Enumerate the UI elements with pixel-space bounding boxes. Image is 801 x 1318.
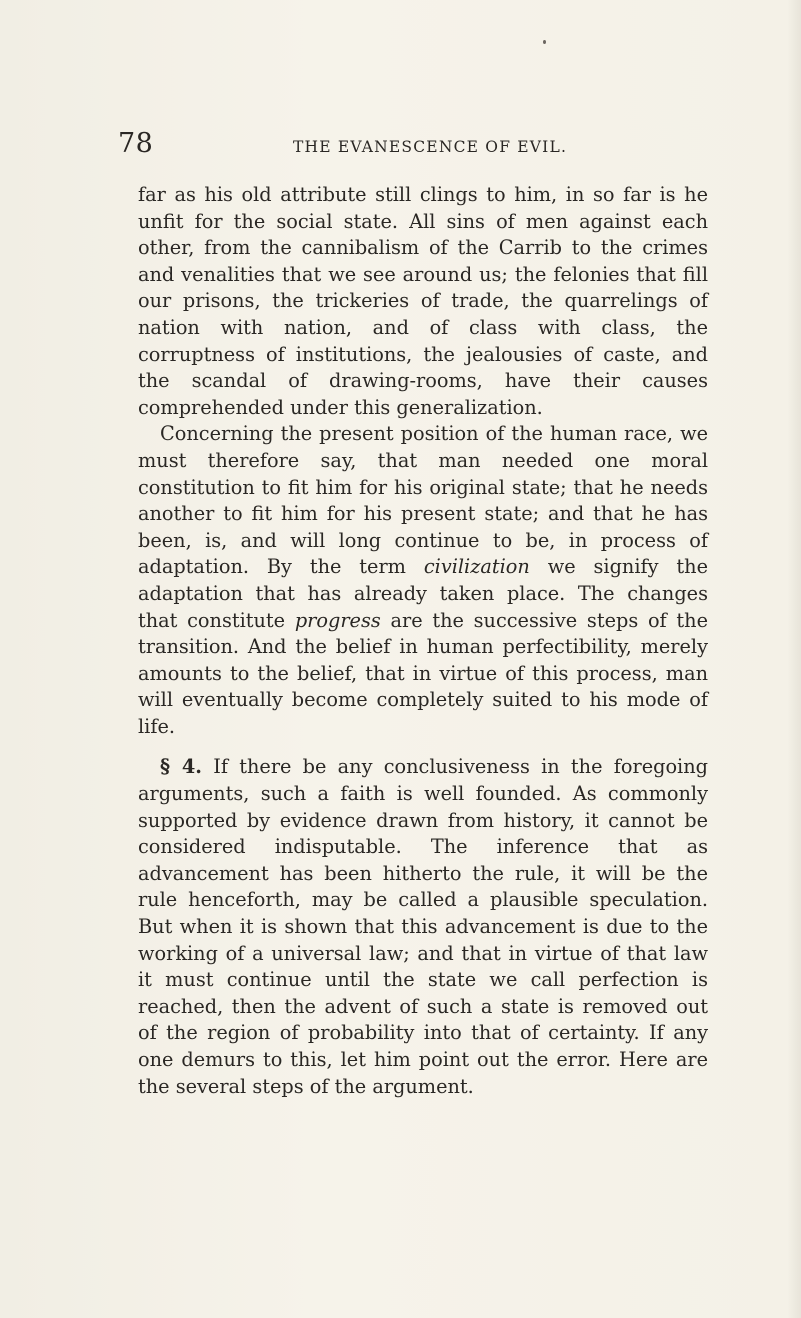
paragraph-2-text-b: we signify the adaptation that has already taken place. The changes that constitute [138, 555, 708, 632]
ink-speck [543, 40, 546, 44]
paragraph-2-text-c: are the successive steps of the transition. And the belief in human perfectibility, merely amounts to the belief, that in virtue of this process, man will eventually become completely suited to his mode of life. [138, 608, 708, 738]
page-body [138, 182, 708, 1100]
running-head: THE EVANESCENCE OF EVIL. [293, 138, 568, 156]
page-edge-shadow [787, 0, 801, 1318]
page-header [118, 128, 708, 168]
section-mark: § 4. [160, 755, 203, 779]
term-civilization: civilization [423, 555, 530, 579]
page-number: 78 [118, 128, 154, 159]
paragraph-2-text-a: Concerning the present position of the human race, we must therefore say, that man needed one moral constitution to fit him for his original state; that he needs another to fit him for his present state; and that he has been, is, and will long continue to be, in process of adaptation. By the term [138, 422, 708, 579]
paragraph-3 [138, 754, 708, 1100]
paragraph-2 [138, 421, 708, 740]
paragraph-3-text: If there be any conclusiveness in the foregoing arguments, such a faith is well founded. As commonly supported by evidence drawn from history, it cannot be considered indisputable. The inference that as advancement has been hitherto the rule, it will be the rule henceforth, may be called a plausible speculation. But when it is shown that this advancement is due to the working of a universal law; and that in virtue of that law it must continue until the state we call perfection is reached, then the advent of such a state is removed out of the region of probability into that of certainty. If any one demurs to this, let him point out the error. Here are the several steps of the argument. [138, 755, 708, 1098]
paragraph-1: far as his old attribute still clings to him, in so far is he unfit for the social state. All sins of men against each other, from the cannibalism of the Carrib to the crimes and venalities that we see around us; the felonies that fill our prisons, the trickeries of trade, the quarrelings of nation with nation, and of class with class, the corruptness of institutions, the jealousies of caste, and the scandal of drawing-rooms, have their causes comprehended under this generalization. [138, 183, 708, 419]
term-progress: progress [294, 608, 381, 632]
